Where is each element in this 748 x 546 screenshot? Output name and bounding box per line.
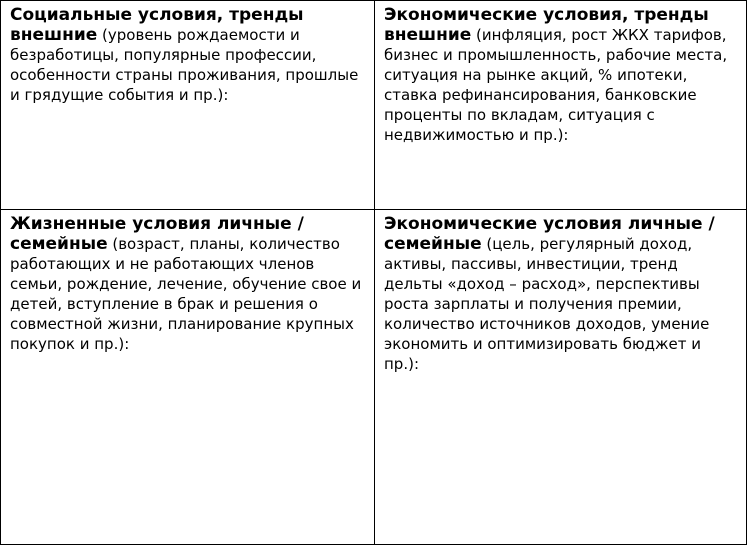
cell-description: (уровень рождаемости и безработицы, популярные профессии, особенности страны проживания, прошлые и грядущие события и пр.): [10, 26, 359, 104]
cell-economic-external [374, 1, 746, 209]
cell-heading: Экономические условия, тренды внешние [384, 5, 709, 45]
cell-description: (возраст, планы, количество работающих и не работающих членов семьи, рождение, лечение, обучение свое и детей, вступление в брак и решения о совместной жизни, планирование крупных покупок и пр.): [10, 235, 362, 353]
cell-social-external [1, 1, 374, 209]
cell-heading: Экономические условия личные / семейные [384, 214, 715, 254]
cell-description: (цель, регулярный доход, активы, пассивы, инвестиции, тренд дельты «доход – расход», перспективы роста зарплаты и получения премии, количество источников доходов, умение экономить и оптимизировать бюджет и пр.): [384, 235, 710, 373]
cell-heading: Жизненные условия личные / семейные [10, 214, 304, 254]
cell-description: (инфляция, рост ЖКХ тарифов, бизнес и промышленность, рабочие места, ситуация на рынке акций, % ипотеки, ставка рефинансирования, банковские проценты по вкладам, ситуация с недвижимостью и пр.): [384, 26, 728, 144]
cell-economic-personal [374, 209, 746, 544]
cell-life-personal [1, 209, 374, 544]
cell-heading: Социальные условия, тренды внешние [10, 5, 304, 45]
